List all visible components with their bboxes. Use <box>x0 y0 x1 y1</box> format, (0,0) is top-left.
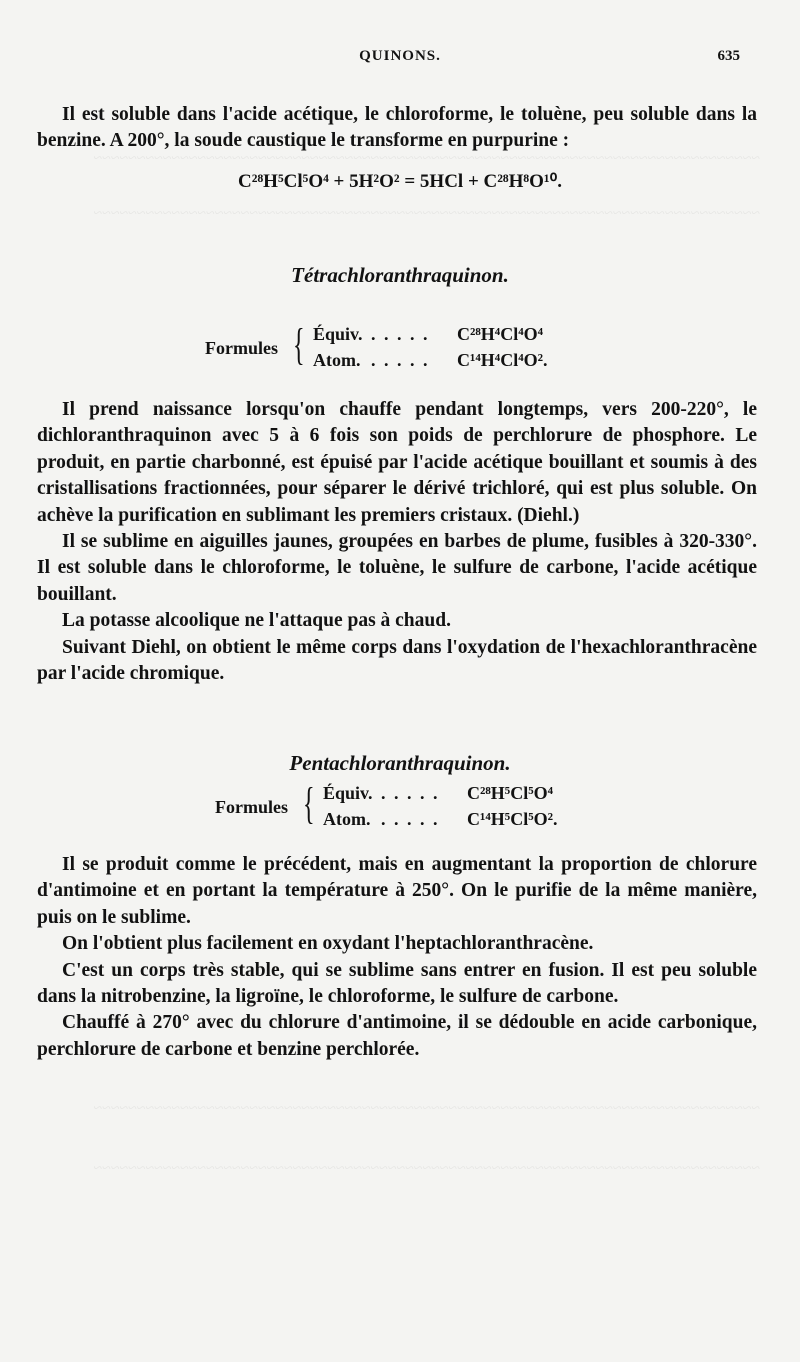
atom-formula: C¹⁴H⁵Cl⁵O². <box>467 809 558 829</box>
equiv-label: Équiv. <box>323 783 373 803</box>
section-title-tetrachloranthraquinon: Tétrachloranthraquinon. <box>291 263 509 287</box>
leader-dots: . . . . . <box>371 350 430 370</box>
bleed-through: ~~~~~~~~~~~~~~~~~~~~~~~~~~~~~~~~~~~~~~~~~~~~~~~~~~~~~~~~~~~~~~~~~~~~~~~~~~~~~ <box>93 1160 760 1177</box>
running-head: QUINONS. <box>359 48 441 64</box>
formulas-tetrachloranthraquinon <box>205 322 585 378</box>
atom-label: Atom. <box>323 809 371 829</box>
bleed-through: ~~~~~~~~~~~~~~~~~~~~~~~~~~~~~~~~~~~~~~~~~~~~~~~~~~~~~~~~~~~~~~~~~~~~~~~~~~~~~ <box>93 1100 760 1117</box>
section1-body <box>37 397 757 687</box>
intro-paragraph: Il est soluble dans l'acide acétique, le chloroforme, le toluène, peu soluble dans la benzine. A 200°, la soude caustique le transforme en purpurine : <box>37 104 757 152</box>
leader-dots: . . . . . <box>381 809 440 829</box>
equiv-formula: C²⁸H⁴Cl⁴O⁴ <box>457 324 543 344</box>
body-paragraph: On l'obtient plus facilement en oxydant l'heptachloranthracène. <box>62 933 594 955</box>
body-paragraph: C'est un corps très stable, qui se sublime sans entrer en fusion. Il est peu soluble dans la nitrobenzine, la ligroïne, le chloroforme, le sulfure de carbone. <box>37 959 757 1008</box>
body-paragraph: Suivant Diehl, on obtient le même corps dans l'oxydation de l'hexachloranthracène par l'acide chromique. <box>37 636 757 685</box>
intro-paragraph-block <box>37 102 757 155</box>
atom-formula: C¹⁴H⁴Cl⁴O². <box>457 350 548 370</box>
equiv-formula: C²⁸H⁵Cl⁵O⁴ <box>467 783 553 803</box>
leader-dots: . . . . . <box>371 324 430 344</box>
formulas-pentachloranthraquinon <box>215 781 595 837</box>
formulas-label: Formules <box>215 797 288 817</box>
purpurine-equation: C²⁸H⁵Cl⁵O⁴ + 5H²O² = 5HCl + C²⁸H⁸O¹⁰. <box>238 171 562 192</box>
section-title-pentachloranthraquinon: Pentachloranthraquinon. <box>289 751 511 775</box>
bleed-through: ~~~~~~~~~~~~~~~~~~~~~~~~~~~~~~~~~~~~~~~~~~~~~~~~~~~~~~~~~~~~~~~~~~~~~~~~~~~~~ <box>93 150 760 167</box>
page-header <box>0 48 800 70</box>
formulas-label: Formules <box>205 338 278 358</box>
formula-atom-row <box>313 350 547 371</box>
body-paragraph: Il prend naissance lorsqu'on chauffe pendant longtemps, vers 200-220°, le dichloranthraquinon avec 5 à 6 fois son poids de perchlorure de phosphore. Le produit, en partie charbonné, est épuisé par l'acide acétique bouillant et soumis à des cristallisations fractionnées, pour séparer le dérivé trichloré, qui est plus soluble. On achève la purification en sublimant les premiers cristaux. (Diehl.) <box>37 399 757 526</box>
section2-body <box>37 852 757 1063</box>
brace-glyph: { <box>293 320 305 369</box>
leader-dots: . . . . . <box>381 783 440 803</box>
body-paragraph: Chauffé à 270° avec du chlorure d'antimoine, il se dédouble en acide carbonique, perchlorure de carbone et benzine perchlorée. <box>37 1012 757 1060</box>
body-paragraph: Il se produit comme le précédent, mais en augmentant la proportion de chlorure d'antimoine et en portant la température à 250°. On le purifie de la même manière, puis on le sublime. <box>37 854 757 928</box>
page-number: 635 <box>717 48 740 64</box>
bleed-through: ~~~~~~~~~~~~~~~~~~~~~~~~~~~~~~~~~~~~~~~~~~~~~~~~~~~~~~~~~~~~~~~~~~~~~~~~~~~~~ <box>93 205 760 222</box>
formula-equiv-row <box>313 324 543 345</box>
formula-equiv-row <box>323 783 553 804</box>
atom-label: Atom. <box>313 350 361 370</box>
body-paragraph: Il se sublime en aiguilles jaunes, groupées en barbes de plume, fusibles à 320-330°. Il est soluble dans le chloroforme, le toluène, le sulfure de carbone, l'acide acétique bouillant. <box>37 531 757 605</box>
formula-atom-row <box>323 809 557 830</box>
brace-glyph: { <box>303 779 315 828</box>
body-paragraph: La potasse alcoolique ne l'attaque pas à chaud. <box>62 610 451 632</box>
equiv-label: Équiv. <box>313 324 363 344</box>
